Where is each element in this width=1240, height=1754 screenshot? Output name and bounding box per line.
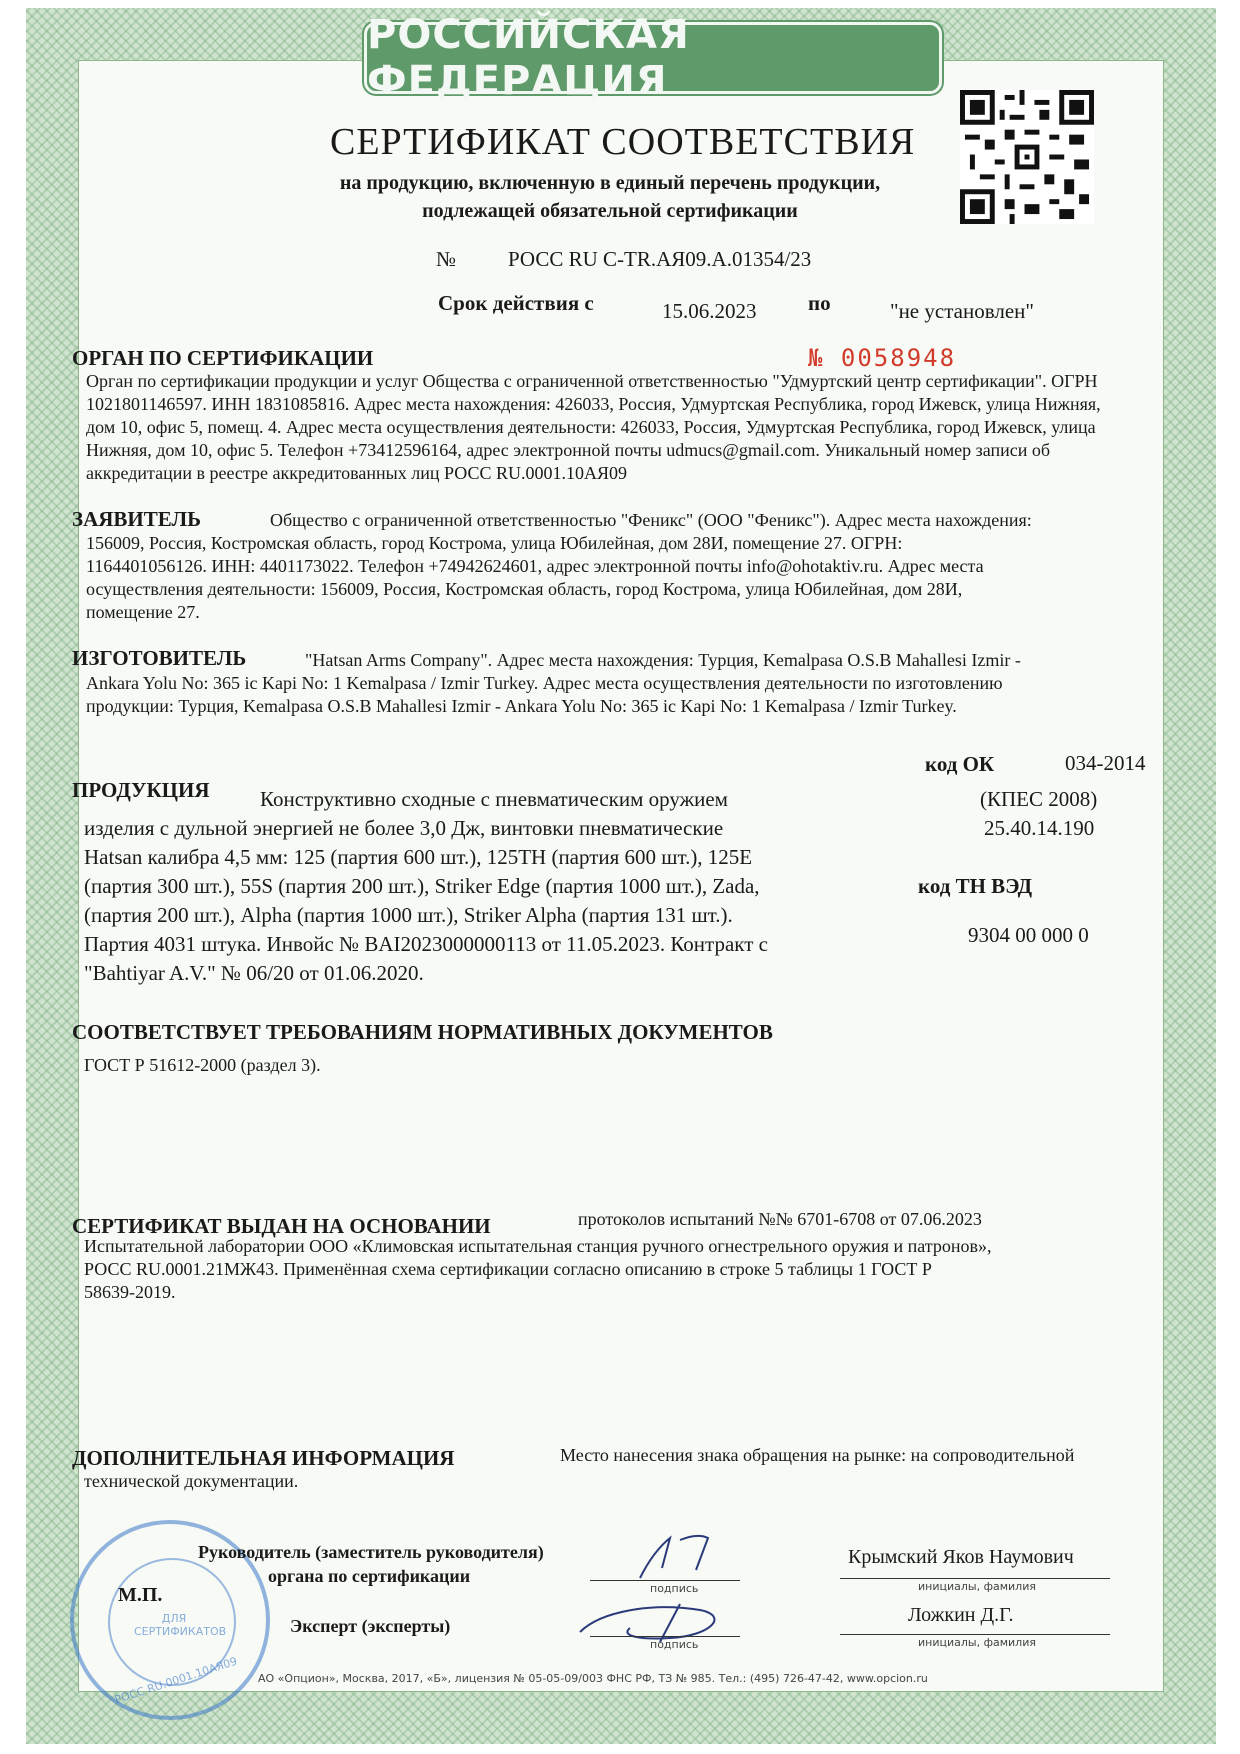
- applicant-line: помещение 27.: [86, 602, 200, 622]
- head-signature-label: Руководитель (заместитель руководителя): [198, 1542, 544, 1562]
- product-line: (партия 200 шт.), Alpha (партия 1000 шт.), Striker Alpha (партия 131 шт.).: [84, 903, 733, 927]
- product-line: изделия с дульной энергией не более 3,0 Дж, винтовки пневматические: [84, 816, 724, 840]
- applicant-heading: ЗАЯВИТЕЛЬ: [72, 507, 202, 531]
- stamp-reg-text: РОСС RU.0001.10АЯ09: [113, 1654, 239, 1707]
- expert-signature-line: [590, 1636, 740, 1637]
- country-banner: РОССИЙСКАЯ ФЕДЕРАЦИЯ: [364, 22, 942, 94]
- compliance-heading: СООТВЕТСТВУЕТ ТРЕБОВАНИЯМ НОРМАТИВНЫХ ДОКУМЕНТОВ: [72, 1020, 773, 1044]
- extra-second-line: технической документации.: [84, 1471, 299, 1491]
- organ-line: аккредитации в реестре аккредитованных лиц РОСС RU.0001.10АЯ09: [86, 463, 627, 483]
- compliance-text: ГОСТ Р 51612-2000 (раздел 3).: [84, 1055, 321, 1075]
- printer-imprint: АО «Опцион», Москва, 2017, «Б», лицензия № 05-05-09/003 ФНС РФ, ТЗ № 985. Тел.: (495) 726-47-42, www.opcion.ru: [258, 1672, 928, 1685]
- organ-line: дом 10, офис 5, помещ. 4. Адрес места осуществления деятельности: 426033, Россия, Удмуртская Республика, город Ижевск, улица: [86, 417, 1096, 437]
- stamp-center-text: ДЛЯ СЕРТИФИКАТОВ: [134, 1612, 227, 1638]
- basis-line: 58639-2019.: [84, 1282, 176, 1302]
- applicant-line: осуществления деятельности: 156009, Россия, Костромская область, город Кострома, улица Юбилейная, дом 28И,: [86, 579, 963, 599]
- organ-line: 1021801146597. ИНН 1831085816. Адрес места нахождения: 426033, Россия, Удмуртская Республика, город Ижевск, улица Нижняя,: [86, 394, 1101, 414]
- basis-first-line: протоколов испытаний №№ 6701-6708 от 07.06.2023: [578, 1209, 982, 1229]
- basis-line: РОСС RU.0001.21МЖ43. Применённая схема сертификации согласно описанию в строке 5 таблицы 1 ГОСТ Р: [84, 1259, 932, 1279]
- extra-heading: ДОПОЛНИТЕЛЬНАЯ ИНФОРМАЦИЯ: [72, 1446, 455, 1470]
- product-line: (партия 300 шт.), 55S (партия 200 шт.), Striker Edge (партия 1000 шт.), Zada,: [84, 874, 760, 898]
- kpes-code: 25.40.14.190: [984, 816, 1095, 840]
- manufacturer-heading: ИЗГОТОВИТЕЛЬ: [72, 646, 247, 670]
- head-name-line: [840, 1578, 1110, 1579]
- head-sign-caption: подпись: [650, 1582, 699, 1595]
- applicant-line: 156009, Россия, Костромская область, город Кострома, улица Юбилейная, дом 28И, помещение 27. ОГРН:: [86, 533, 903, 553]
- head-signature-line: [590, 1580, 740, 1581]
- expert-signature-label: Эксперт (эксперты): [290, 1616, 451, 1636]
- organ-heading: ОРГАН ПО СЕРТИФИКАЦИИ: [72, 346, 374, 370]
- certificate-number: РОСС RU C-TR.АЯ09.А.01354/23: [508, 247, 812, 271]
- qr-code-icon: [960, 90, 1094, 224]
- applicant-first-line: Общество с ограниченной ответственностью "Феникс" (ООО "Феникс"). Адрес места нахождения:: [270, 510, 1032, 530]
- applicant-line: 1164401056126. ИНН: 4401173022. Телефон +74942624601, адрес электронной почты info@ohotaktiv.ru. Адрес места: [86, 556, 984, 576]
- expert-name-line: [840, 1634, 1110, 1635]
- kpes-label: (КПЕС 2008): [980, 787, 1098, 811]
- number-label: №: [436, 247, 457, 271]
- ok-code-value: 034-2014: [1065, 751, 1146, 775]
- product-heading: ПРОДУКЦИЯ: [72, 778, 210, 802]
- extra-first-line: Место нанесения знака обращения на рынке: на сопроводительной: [560, 1445, 1075, 1465]
- validity-to-label: по: [808, 291, 831, 315]
- product-first-line: Конструктивно сходные с пневматическим оружием: [260, 787, 728, 811]
- product-line: Hatsan калибра 4,5 мм: 125 (партия 600 шт.), 125TH (партия 600 шт.), 125E: [84, 845, 753, 869]
- validity-to: "не установлен": [890, 299, 1034, 323]
- certificate-title: СЕРТИФИКАТ СООТВЕТСТВИЯ: [330, 121, 916, 163]
- basis-heading: СЕРТИФИКАТ ВЫДАН НА ОСНОВАНИИ: [72, 1214, 491, 1238]
- organ-line: Орган по сертификации продукции и услуг Общества с ограниченной ответственностью "Удмуртский центр сертификации". ОГРН: [86, 371, 1098, 391]
- manufacturer-first-line: "Hatsan Arms Company". Адрес места нахождения: Турция, Kemalpasa O.S.B Mahallesi Izmir -: [305, 650, 1021, 670]
- expert-name: Ложкин Д.Г.: [908, 1604, 1014, 1626]
- seal-place-label: М.П.: [118, 1584, 163, 1606]
- serial-number: № 0058948: [808, 344, 957, 372]
- validity-label: Срок действия с: [438, 291, 594, 315]
- expert-sign-caption: подпись: [650, 1638, 699, 1651]
- head-signature-label-2: органа по сертификации: [268, 1566, 471, 1586]
- validity-from: 15.06.2023: [662, 299, 757, 323]
- subtitle-line-1: на продукцию, включенную в единый перечень продукции,: [339, 172, 881, 194]
- manufacturer-line: продукции: Турция, Kemalpasa O.S.B Mahallesi Izmir - Ankara Yolu No: 365 ic Kapi No: 1 Kemalpasa / Izmir Turkey.: [86, 696, 957, 716]
- subtitle-line-2: подлежащей обязательной сертификации: [422, 200, 798, 222]
- product-line: "Bahtiyar A.V." № 06/20 от 01.06.2020.: [84, 961, 424, 985]
- tnved-label: код ТН ВЭД: [918, 874, 1033, 898]
- tnved-value: 9304 00 000 0: [968, 923, 1089, 947]
- product-line: Партия 4031 штука. Инвойс № BAI2023000000113 от 11.05.2023. Контракт с: [84, 932, 768, 956]
- manufacturer-line: Ankara Yolu No: 365 ic Kapi No: 1 Kemalpasa / Izmir Turkey. Адрес места осуществления деятельности по изготовлению: [86, 673, 1003, 693]
- ok-code-label: код ОК: [925, 752, 995, 776]
- expert-name-caption: инициалы, фамилия: [918, 1636, 1036, 1649]
- head-name: Крымский Яков Наумович: [848, 1546, 1074, 1568]
- organ-line: Нижняя, дом 10, офис 5. Телефон +73412596164, адрес электронной почты udmucs@gmail.com. Уникальный номер записи об: [86, 440, 1051, 460]
- head-name-caption: инициалы, фамилия: [918, 1580, 1036, 1593]
- basis-line: Испытательной лаборатории ООО «Климовская испытательная станция ручного огнестрельного оружия и патронов»,: [84, 1236, 992, 1256]
